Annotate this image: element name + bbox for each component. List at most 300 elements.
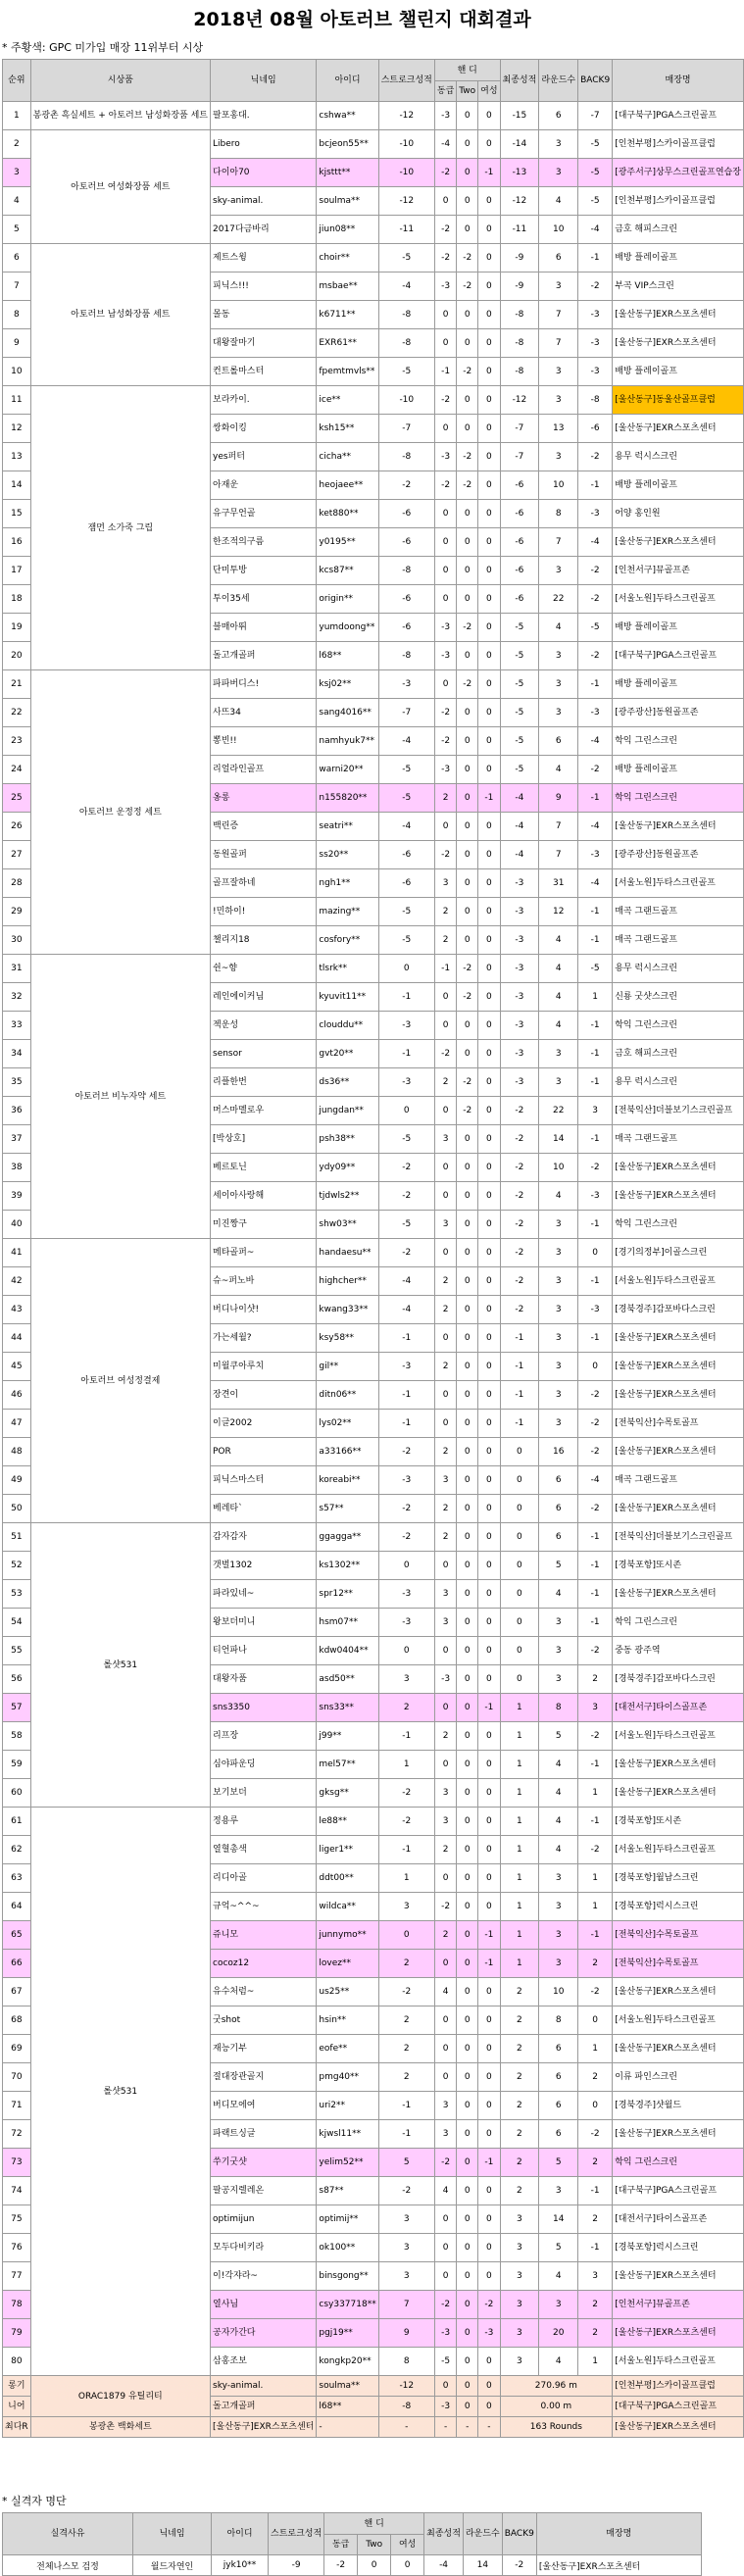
stroke-cell: 0 — [378, 1921, 434, 1950]
store-cell: [전북익산]더블보기스크린골프 — [613, 1523, 744, 1552]
final-cell: 0 — [500, 1580, 539, 1609]
id-cell: cicha** — [317, 443, 378, 471]
nick-cell: 파랙트싱글 — [211, 2120, 317, 2149]
round-cell: 4 — [539, 1779, 578, 1808]
nick-cell: 옹롱 — [211, 784, 317, 813]
disq-header-round: 라운드수 — [463, 2513, 502, 2555]
round-cell: 3 — [539, 1239, 578, 1267]
rank-cell: 21 — [3, 670, 31, 699]
header-handicap-two: Two — [457, 81, 478, 102]
handicap-two-cell: -2 — [457, 614, 478, 642]
round-cell: 7 — [539, 841, 578, 869]
handicap-two-cell: 0 — [457, 2291, 478, 2319]
final-cell: 1 — [500, 1921, 539, 1950]
table-row — [3, 244, 744, 272]
rank-cell: 9 — [3, 329, 31, 358]
round-cell: 6 — [539, 244, 578, 272]
final-cell: -2 — [500, 1267, 539, 1296]
rank-cell: 47 — [3, 1410, 31, 1438]
stroke-cell: -4 — [378, 727, 434, 756]
final-cell: 1 — [500, 1893, 539, 1921]
handicap-female-cell: 0 — [478, 130, 500, 159]
final-cell: 3 — [500, 2348, 539, 2376]
round-cell: 7 — [539, 329, 578, 358]
round-cell: 10 — [539, 1154, 578, 1182]
disqualified-body — [3, 2555, 702, 2576]
rank-cell: 50 — [3, 1495, 31, 1523]
handicap-grade-cell: 0 — [434, 187, 456, 216]
handicap-grade-cell: -2 — [434, 386, 456, 415]
store-cell: [서울노원]두타스크린골프 — [613, 2006, 744, 2035]
handicap-two-cell: 0 — [457, 528, 478, 557]
handicap-grade-cell: 3 — [434, 869, 456, 898]
back9-cell: -1 — [578, 1068, 613, 1097]
final-cell: 0 — [500, 1665, 539, 1694]
round-cell: 3 — [539, 443, 578, 471]
round-cell: 3 — [539, 1665, 578, 1694]
handicap-grade-cell: -2 — [434, 841, 456, 869]
store-cell: [울산동구]EXR스포츠센터 — [536, 2555, 701, 2576]
final-cell: -7 — [500, 443, 539, 471]
store-cell: [인천부평]스카이골프클럽 — [613, 2376, 744, 2397]
rank-cell: 15 — [3, 500, 31, 528]
nick-cell: 리플한번 — [211, 1068, 317, 1097]
handicap-two-cell: 0 — [457, 2149, 478, 2177]
handicap-female-cell: 0 — [478, 2262, 500, 2291]
handicap-grade-cell: 0 — [434, 1950, 456, 1978]
award-label: 최다R — [3, 2417, 31, 2438]
nick-cell: 팔포홍대. — [211, 102, 317, 130]
id-cell: ggagga** — [317, 1523, 378, 1552]
handicap-grade-cell: 3 — [434, 2120, 456, 2149]
store-cell: [울산동구]EXR스포츠센터 — [613, 528, 744, 557]
stroke-cell: 2 — [378, 1694, 434, 1722]
nick-cell: 가는세월? — [211, 1324, 317, 1353]
nick-cell: sns3350 — [211, 1694, 317, 1722]
store-cell: 금호 해피스크린 — [613, 216, 744, 244]
store-cell: 배방 플레이골프 — [613, 358, 744, 386]
nick-cell: 베르토닌 — [211, 1154, 317, 1182]
final-cell: -4 — [424, 2555, 464, 2576]
store-cell: [울산동구]EXR스포츠센터 — [613, 1182, 744, 1211]
store-cell: [울산동구]EXR스포츠센터 — [613, 1495, 744, 1523]
round-cell: 3 — [539, 642, 578, 670]
handicap-female-cell: 0 — [478, 2063, 500, 2092]
back9-cell: -2 — [578, 2120, 613, 2149]
stroke-cell: -12 — [378, 2376, 434, 2397]
handicap-female-cell: 0 — [478, 1893, 500, 1921]
handicap-two-cell: 0 — [457, 415, 478, 443]
stroke-cell: 1 — [378, 1864, 434, 1893]
handicap-two-cell: 0 — [457, 813, 478, 841]
id-cell: ss20** — [317, 841, 378, 869]
id-cell: kongkp20** — [317, 2348, 378, 2376]
rank-cell: 77 — [3, 2262, 31, 2291]
handicap-female-cell: 0 — [478, 1751, 500, 1779]
store-cell: 금호 해피스크린 — [613, 1040, 744, 1068]
stroke-cell: -3 — [378, 1068, 434, 1097]
nick-cell: 아재운 — [211, 471, 317, 500]
store-cell: [인천서구]뮤골프존 — [613, 557, 744, 585]
nick-cell: 세이아사랑해 — [211, 1182, 317, 1211]
handicap-female-cell: 0 — [478, 1836, 500, 1864]
stroke-cell: -3 — [378, 1012, 434, 1040]
rank-cell: 3 — [3, 159, 31, 187]
round-cell: 6 — [539, 1495, 578, 1523]
stroke-cell: -1 — [378, 1722, 434, 1751]
id-cell: ditn06** — [317, 1381, 378, 1410]
stroke-cell: -1 — [378, 1410, 434, 1438]
nick-cell: 골프잘하네 — [211, 869, 317, 898]
handicap-female-cell: 0 — [478, 1012, 500, 1040]
store-cell: [대구북구]PGA스크린골프 — [613, 102, 744, 130]
handicap-female-cell: 0 — [478, 2006, 500, 2035]
handicap-two-cell: 0 — [457, 2234, 478, 2262]
round-cell: 3 — [539, 1893, 578, 1921]
final-cell: -1 — [500, 1410, 539, 1438]
id-cell: gksg** — [317, 1779, 378, 1808]
handicap-female-cell: 0 — [478, 1296, 500, 1324]
award-value: 270.96 m — [500, 2376, 613, 2397]
final-cell: 0 — [500, 1495, 539, 1523]
final-cell: -8 — [500, 358, 539, 386]
handicap-grade-cell: -2 — [434, 2291, 456, 2319]
special-award-row — [3, 2376, 744, 2397]
handicap-grade-cell: -2 — [434, 727, 456, 756]
id-cell: ok100** — [317, 2234, 378, 2262]
id-cell: ice** — [317, 386, 378, 415]
id-cell: msbae** — [317, 272, 378, 301]
handicap-two-cell: -2 — [457, 443, 478, 471]
handicap-two-cell: 0 — [457, 2376, 478, 2397]
round-cell: 3 — [539, 1324, 578, 1353]
round-cell: 3 — [539, 699, 578, 727]
handicap-two-cell: 0 — [457, 1125, 478, 1154]
back9-cell: -2 — [578, 585, 613, 614]
round-cell: 3 — [539, 1410, 578, 1438]
store-cell: [전북익산]수목토골프 — [613, 1921, 744, 1950]
handicap-female-cell: -1 — [478, 784, 500, 813]
rank-cell: 38 — [3, 1154, 31, 1182]
store-cell: [대전서구]타이스골프존 — [613, 2205, 744, 2234]
back9-cell: 3 — [578, 1694, 613, 1722]
handicap-grade-cell: 2 — [434, 1353, 456, 1381]
final-cell: -14 — [500, 130, 539, 159]
nick-cell: 정용루 — [211, 1808, 317, 1836]
nick-cell: 보라카이. — [211, 386, 317, 415]
segment-cell: 아토러브 비누자약 세트 — [30, 955, 210, 1239]
handicap-grade-cell: 0 — [434, 1864, 456, 1893]
stroke-cell: -2 — [378, 1978, 434, 2006]
final-cell: -11 — [500, 216, 539, 244]
rank-cell: 59 — [3, 1751, 31, 1779]
handicap-grade-cell: 0 — [434, 2262, 456, 2291]
final-cell: 2 — [500, 1978, 539, 2006]
round-cell: 7 — [539, 528, 578, 557]
handicap-grade-cell: -2 — [434, 159, 456, 187]
handicap-two-cell: 0 — [457, 2092, 478, 2120]
stroke-cell: -2 — [378, 471, 434, 500]
handicap-two-cell: 0 — [457, 898, 478, 926]
round-cell: 3 — [539, 159, 578, 187]
handicap-grade-cell: 3 — [434, 2092, 456, 2120]
handicap-two-cell: 0 — [457, 2319, 478, 2348]
stroke-cell: -2 — [378, 1779, 434, 1808]
handicap-female-cell: 0 — [478, 1495, 500, 1523]
rank-cell: 4 — [3, 187, 31, 216]
back9-cell: 3 — [578, 2262, 613, 2291]
handicap-grade-cell: -3 — [434, 272, 456, 301]
rank-cell: 70 — [3, 2063, 31, 2092]
store-cell: 신룡 굿샷스크린 — [613, 983, 744, 1012]
back9-cell: 1 — [578, 1864, 613, 1893]
store-cell: [광주광산]동원골프존 — [613, 699, 744, 727]
final-cell: 1 — [500, 1779, 539, 1808]
final-cell: -4 — [500, 813, 539, 841]
back9-cell: -2 — [578, 443, 613, 471]
stroke-cell: -5 — [378, 358, 434, 386]
rank-cell: 1 — [3, 102, 31, 130]
final-cell: 2 — [500, 2063, 539, 2092]
round-cell: 4 — [539, 983, 578, 1012]
nick-cell: POR — [211, 1438, 317, 1466]
final-cell: 2 — [500, 2035, 539, 2063]
handicap-grade-cell: 0 — [434, 2006, 456, 2035]
handicap-female-cell: -2 — [478, 2291, 500, 2319]
store-cell: [전북익산]수목토골프 — [613, 1950, 744, 1978]
nick-cell: 한조적의구름 — [211, 528, 317, 557]
handicap-two-cell: -2 — [457, 471, 478, 500]
legend-note: * 주황색: GPC 미가입 매장 11위부터 시상 — [2, 41, 204, 54]
final-cell: 2 — [500, 2177, 539, 2205]
handicap-grade-cell: -2 — [434, 699, 456, 727]
stroke-cell: 3 — [378, 2234, 434, 2262]
segment-cell: 아토러브 여성정결제 — [30, 1239, 210, 1523]
back9-cell: -2 — [578, 1722, 613, 1751]
nick-cell: 보기보더 — [211, 1779, 317, 1808]
handicap-female-cell: 0 — [478, 1353, 500, 1381]
handicap-female-cell: 0 — [478, 1722, 500, 1751]
id-cell: psh38** — [317, 1125, 378, 1154]
store-cell: 매곡 그랜드골프 — [613, 898, 744, 926]
disq-header-store: 매장명 — [536, 2513, 701, 2555]
rank-cell: 40 — [3, 1211, 31, 1239]
round-cell: 20 — [539, 2319, 578, 2348]
rank-cell: 36 — [3, 1097, 31, 1125]
id-cell: yelim52** — [317, 2149, 378, 2177]
nick-cell: 절대장관골지 — [211, 2063, 317, 2092]
store-cell: [울산동구]EXR스포츠센터 — [613, 1580, 744, 1609]
final-cell: -2 — [500, 1125, 539, 1154]
id-cell: yumdoong** — [317, 614, 378, 642]
back9-cell: -1 — [578, 471, 613, 500]
round-cell: 6 — [539, 2120, 578, 2149]
id-cell: asd50** — [317, 1665, 378, 1694]
handicap-two-cell: 0 — [457, 841, 478, 869]
store-cell: [울산동구]EXR스포츠센터 — [613, 1779, 744, 1808]
store-cell: 배방 플레이골프 — [613, 614, 744, 642]
store-cell: [울산동구]EXR스포츠센터 — [613, 2035, 744, 2063]
handicap-two-cell: 0 — [457, 1438, 478, 1466]
rank-cell: 66 — [3, 1950, 31, 1978]
id-cell: jungdan** — [317, 1097, 378, 1125]
round-cell: 8 — [539, 1694, 578, 1722]
handicap-grade-cell: 3 — [434, 1808, 456, 1836]
store-cell: [울산동구]EXR스포츠센터 — [613, 813, 744, 841]
id-cell: ksj02** — [317, 670, 378, 699]
handicap-female-cell: 0 — [478, 415, 500, 443]
id-cell: - — [317, 2417, 378, 2438]
handicap-two-cell: - — [457, 2417, 478, 2438]
stroke-cell: -5 — [378, 898, 434, 926]
id-cell: namhyuk7** — [317, 727, 378, 756]
disqualified-row — [3, 2555, 702, 2576]
handicap-female-cell: 0 — [478, 926, 500, 955]
nick-cell: 왕보더미니 — [211, 1609, 317, 1637]
handicap-female-cell: 0 — [478, 1864, 500, 1893]
disq-header-back9: BACK9 — [502, 2513, 536, 2555]
id-cell: highcher** — [317, 1267, 378, 1296]
stroke-cell: -8 — [378, 557, 434, 585]
handicap-female-cell: 0 — [478, 1040, 500, 1068]
round-cell: 14 — [463, 2555, 502, 2576]
final-cell: -2 — [500, 1097, 539, 1125]
handicap-female-cell: 0 — [478, 813, 500, 841]
store-cell: 배방 플레이골프 — [613, 244, 744, 272]
handicap-female-cell: 0 — [478, 841, 500, 869]
back9-cell: -4 — [578, 727, 613, 756]
handicap-grade-cell: 0 — [434, 1381, 456, 1410]
handicap-two-cell: 0 — [457, 1381, 478, 1410]
id-cell: shw03** — [317, 1211, 378, 1239]
nick-cell: 굿shot — [211, 2006, 317, 2035]
handicap-grade-cell: 2 — [434, 1921, 456, 1950]
back9-cell: -2 — [578, 1154, 613, 1182]
rank-cell: 30 — [3, 926, 31, 955]
stroke-cell: -6 — [378, 614, 434, 642]
nick-cell: 베레타` — [211, 1495, 317, 1523]
stroke-cell: -6 — [378, 841, 434, 869]
handicap-grade-cell: 0 — [434, 1012, 456, 1040]
id-cell: pgj19** — [317, 2319, 378, 2348]
handicap-female-cell: 0 — [478, 2348, 500, 2376]
disq-header-handicap-grade: 동급 — [324, 2535, 358, 2555]
segment-cell: 잼먼 소가죽 그립 — [30, 386, 210, 670]
back9-cell: -1 — [578, 1552, 613, 1580]
handicap-two-cell: 0 — [457, 2006, 478, 2035]
nick-cell: optimijun — [211, 2205, 317, 2234]
table-row — [3, 1239, 744, 1267]
back9-cell: -1 — [578, 1040, 613, 1068]
stroke-cell: -3 — [378, 1580, 434, 1609]
final-cell: -5 — [500, 727, 539, 756]
handicap-two-cell: 0 — [457, 727, 478, 756]
nick-cell: 머스마멜로우 — [211, 1097, 317, 1125]
disq-header-handicap-two: Two — [358, 2535, 391, 2555]
rank-cell: 18 — [3, 585, 31, 614]
handicap-two-cell: 0 — [457, 2035, 478, 2063]
back9-cell: 2 — [578, 2319, 613, 2348]
nick-cell: 장견이 — [211, 1381, 317, 1410]
stroke-cell: -1 — [378, 1381, 434, 1410]
rank-cell: 68 — [3, 2006, 31, 2035]
nick-cell: 삼홍조보 — [211, 2348, 317, 2376]
store-cell: [서울노원]두타스크린골프 — [613, 585, 744, 614]
nick-cell: 이!각쟈라~ — [211, 2262, 317, 2291]
nick-cell: 대왕잘마기 — [211, 329, 317, 358]
nick-cell: 백린증 — [211, 813, 317, 841]
rank-cell: 64 — [3, 1893, 31, 1921]
back9-cell: -3 — [578, 358, 613, 386]
stroke-cell: -8 — [378, 642, 434, 670]
round-cell: 6 — [539, 1523, 578, 1552]
rank-cell: 7 — [3, 272, 31, 301]
rank-cell: 25 — [3, 784, 31, 813]
back9-cell: 0 — [578, 1353, 613, 1381]
stroke-cell: 3 — [378, 1665, 434, 1694]
final-cell: 3 — [500, 2205, 539, 2234]
stroke-cell: -1 — [378, 2120, 434, 2149]
final-cell: -2 — [500, 1154, 539, 1182]
stroke-cell: 3 — [378, 1893, 434, 1921]
rank-cell: 46 — [3, 1381, 31, 1410]
rank-cell: 20 — [3, 642, 31, 670]
nick-cell: 티언파나 — [211, 1637, 317, 1665]
round-cell: 6 — [539, 2063, 578, 2092]
handicap-two-cell: 0 — [457, 756, 478, 784]
nick-cell: 버디나이샷! — [211, 1296, 317, 1324]
rank-cell: 76 — [3, 2234, 31, 2262]
back9-cell: -3 — [578, 329, 613, 358]
id-cell: gil** — [317, 1353, 378, 1381]
handicap-two-cell: 0 — [457, 1950, 478, 1978]
store-cell: [울산동구]EXR스포츠센터 — [613, 1978, 744, 2006]
round-cell: 22 — [539, 585, 578, 614]
stroke-cell: -5 — [378, 926, 434, 955]
round-cell: 4 — [539, 2262, 578, 2291]
nick-cell: 파라있네~ — [211, 1580, 317, 1609]
back9-cell: -1 — [578, 1808, 613, 1836]
page-title: 2018년 08월 아토러브 챌린지 대회결과 — [193, 9, 531, 30]
table-row — [3, 670, 744, 699]
rank-cell: 78 — [3, 2291, 31, 2319]
nick-cell: 이글2002 — [211, 1410, 317, 1438]
header-store: 매장명 — [613, 60, 744, 102]
back9-cell: -2 — [578, 557, 613, 585]
handicap-two-cell: 0 — [457, 187, 478, 216]
table-row — [3, 102, 744, 130]
store-cell: [경북경주]감포바다스크린 — [613, 1296, 744, 1324]
id-cell: ksh15** — [317, 415, 378, 443]
nick-cell: 몰동 — [211, 301, 317, 329]
handicap-female-cell: 0 — [478, 1523, 500, 1552]
handicap-two-cell: 0 — [457, 2397, 478, 2417]
handicap-female-cell: 0 — [478, 1466, 500, 1495]
store-cell: [울산동구]EXR스포츠센터 — [613, 2417, 744, 2438]
rank-cell: 45 — [3, 1353, 31, 1381]
stroke-cell: -2 — [378, 1239, 434, 1267]
rank-cell: 67 — [3, 1978, 31, 2006]
nick-cell: 유구무언골 — [211, 500, 317, 528]
rank-cell: 10 — [3, 358, 31, 386]
handicap-two-cell: 0 — [457, 1864, 478, 1893]
header-handicap-grade: 동급 — [434, 81, 456, 102]
nick-cell: 심야파운딩 — [211, 1751, 317, 1779]
round-cell: 7 — [539, 813, 578, 841]
handicap-female-cell: 0 — [478, 699, 500, 727]
back9-cell: 2 — [578, 2291, 613, 2319]
store-cell: 배방 플레이골프 — [613, 670, 744, 699]
